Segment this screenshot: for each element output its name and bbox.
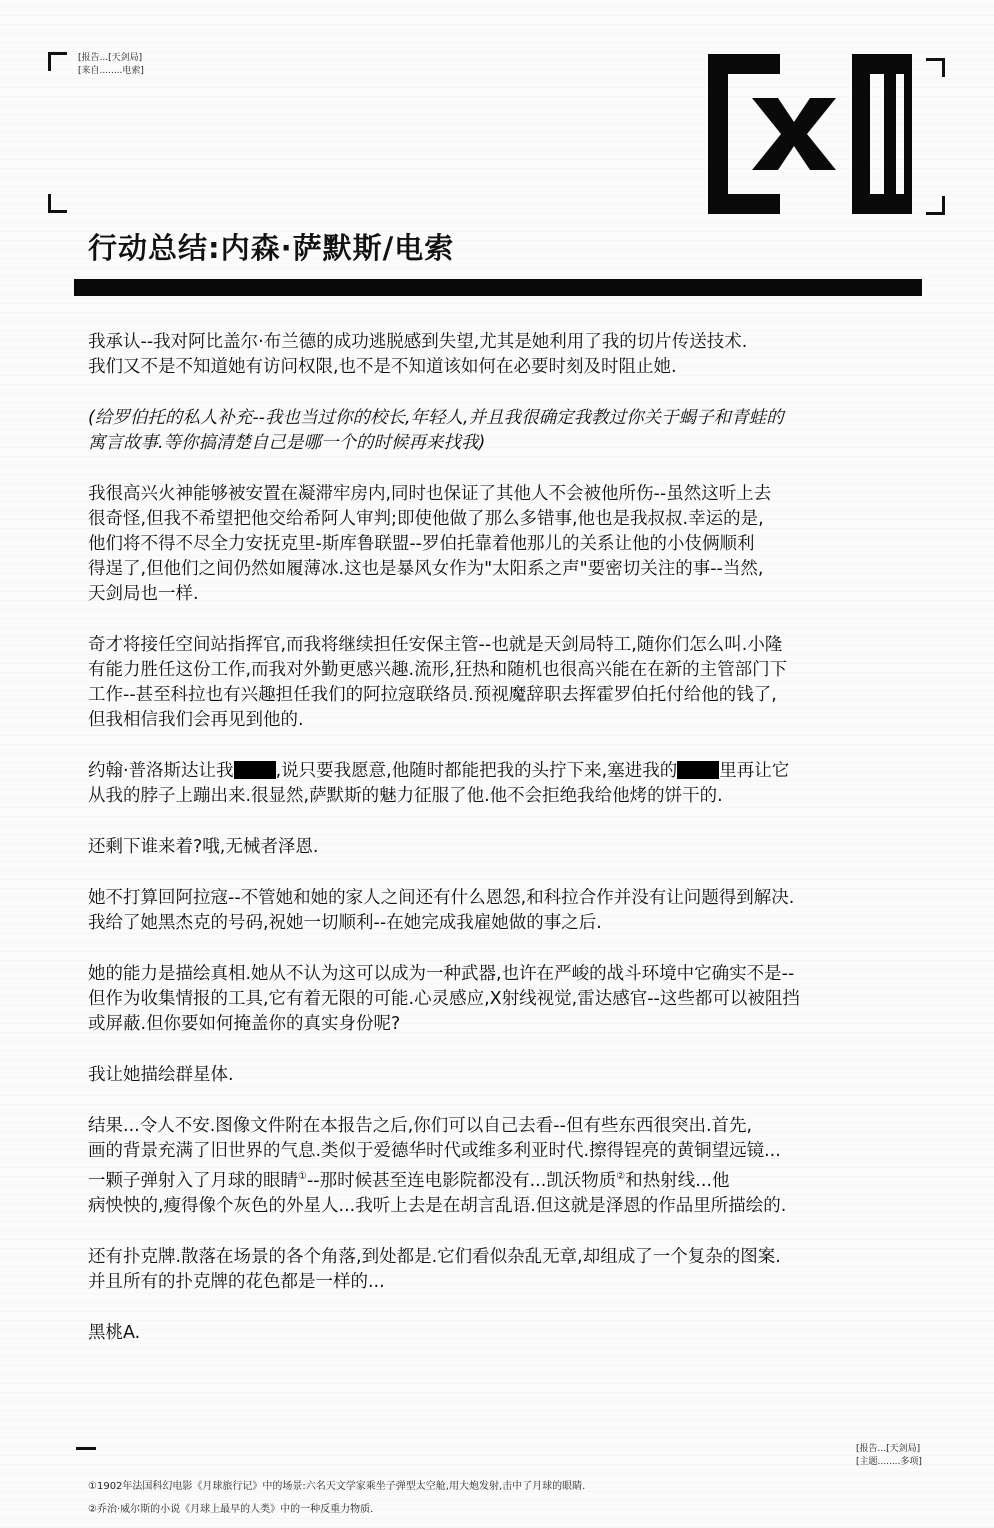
paragraph: 奇才将接任空间站指挥官,而我将继续担任安保主管--也就是天剑局特工,随你们怎么叫.小隆 有能力胜任这份工作,而我对外勤更感兴趣.流形,狂热和随机也很高兴能在在新的主管部门下 工作--甚至科拉也有兴趣担任我们的阿拉寇联络员.预视魔辞职去挥霍罗伯托付给他的钱了, 但我相信我们会再见到他的. — [88, 635, 788, 730]
footer-topic-line: [主题........多项] — [856, 1457, 922, 1467]
xmen-logo-icon — [708, 54, 912, 214]
title-rule — [74, 279, 922, 296]
paragraph-italic-note: (给罗伯托的私人补充--我也当过你的校长,年轻人,并且我很确定我教过你关于蝎子和青蛙的 寓言故事.等你搞清楚自己是哪一个的时候再来找我) — [88, 408, 784, 453]
paragraph: 她不打算回阿拉寇--不管她和她的家人之间还有什么恩怨,和科拉合作并没有让问题得到解决. 我给了她黑杰克的号码,祝她一切顺利--在她完成我雇她做的事之后. — [88, 888, 795, 933]
header-report-line: [报告...[天剑局] — [78, 53, 143, 63]
paragraph: 约翰·普洛斯达让我 ,说只要我愿意,他随时都能把我的头拧下来,塞进我的 里再让它 从我的脖子上蹦出来.很显然,萨默斯的魅力征服了他.他不会拒绝我给他烤的饼干的. — [88, 761, 790, 806]
footnote-1: ①1902年法国科幻电影《月球旅行记》中的场景:六名天文学家乘坐子弹型太空舱,用大炮发射,击中了月球的眼睛. — [88, 1481, 586, 1492]
footer-report-line: [报告...[天剑局] — [856, 1444, 921, 1454]
report-body — [88, 330, 948, 1372]
corner-mark-top-right — [926, 58, 945, 77]
paragraph: 结果...令人不安.图像文件附在本报告之后,你们可以自己去看--但有些东西很突出.首先, 画的背景充满了旧世界的气息.类似于爱德华时代或维多利亚时代.擦得锃亮的黄铜望远镜... 一颗子弹射入了月球的眼睛①--那时候甚至连电影院都没有...凯沃物质②和热射线...他 病怏怏的,瘦得像个灰色的外星人...我听上去是在胡言乱语.但这就是泽恩的作品里所描绘的. — [88, 1116, 787, 1216]
footer-dash — [76, 1447, 96, 1450]
corner-mark-bottom-right — [926, 196, 945, 215]
page-title: 行动总结:内森·萨默斯/电索 — [88, 231, 455, 265]
corner-mark-top-left — [48, 52, 67, 71]
paragraph: 我让她描绘群星体. — [88, 1065, 234, 1085]
paragraph: 黑桃A. — [88, 1322, 141, 1343]
footnote-2: ②乔治·威尔斯的小说《月球上最早的人类》中的一种反重力物质. — [88, 1504, 374, 1515]
paragraph: 我承认--我对阿比盖尔·布兰德的成功逃脱感到失望,尤其是她利用了我的切片传送技术. 我们又不是不知道她有访问权限,也不是不知道该如何在必要时刻及时阻止她. — [88, 332, 748, 377]
redaction-bar — [677, 761, 719, 779]
paragraph: 她的能力是描绘真相.她从不认为这可以成为一种武器,也许在严峻的战斗环境中它确实不是-- 但作为收集情报的工具,它有着无限的可能.心灵感应,X射线视觉,雷达感官--这些都可以被阻挡 或屏蔽.但你要如何掩盖你的真实身份呢? — [88, 964, 800, 1034]
header-from-line: [来自........电索] — [78, 66, 144, 76]
paragraph: 还剩下谁来着?哦,无械者泽恩. — [88, 837, 319, 857]
footnote-ref: ② — [616, 1171, 626, 1182]
redaction-bar — [234, 761, 276, 779]
paragraph: 还有扑克牌.散落在场景的各个角落,到处都是.它们看似杂乱无章,却组成了一个复杂的图案. 并且所有的扑克牌的花色都是一样的... — [88, 1246, 781, 1292]
header-meta — [78, 52, 144, 78]
paragraph: 我很高兴火神能够被安置在凝滞牢房内,同时也保证了其他人不会被他所伤--虽然这听上去 很奇怪,但我不希望把他交给希阿人审判;即使他做了那么多错事,他也是我叔叔.幸运的是, 他们将不得不尽全力安抚克里-斯库鲁联盟--罗伯托靠着他那儿的关系让他的小伎俩顺利 得逞了,但他们之间仍然如履薄冰.这也是暴风女作为"太阳系之声"要密切关注的事--当然, 天剑局也一样. — [88, 484, 772, 604]
corner-mark-bottom-left — [48, 194, 67, 213]
footnote-ref: ① — [298, 1171, 307, 1182]
footer-meta — [856, 1443, 922, 1469]
